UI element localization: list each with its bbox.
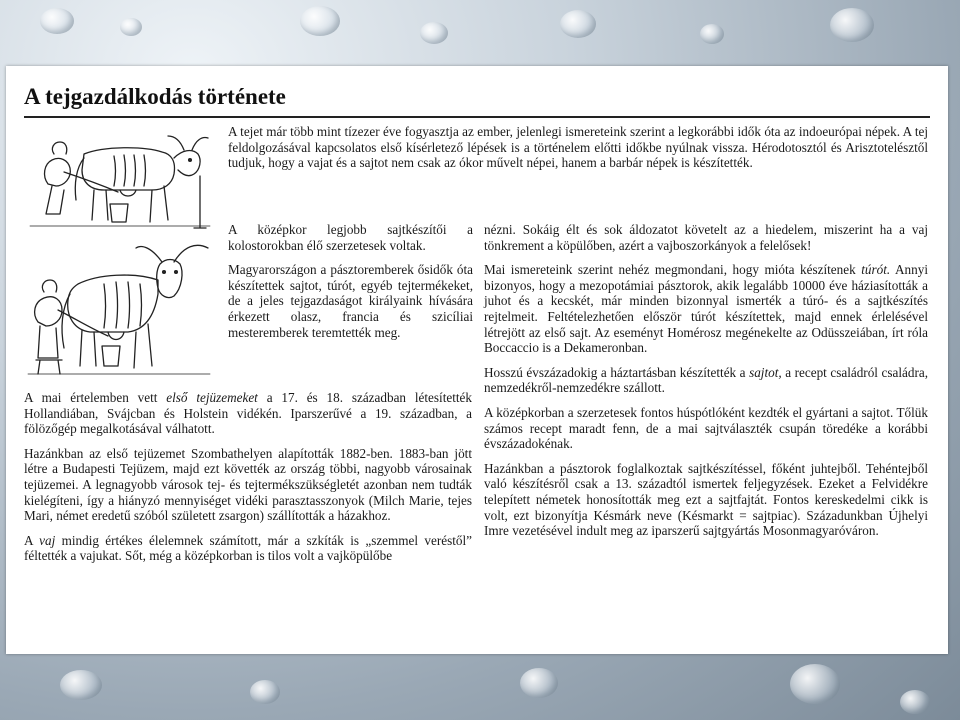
intro-paragraph: A tejet már több mint tízezer éve fogyasztja az ember, jelenlegi ismereteink szerint a legkorábbi idők óta az indoeurópai népek. A tej feldolgozásával kapcsolatos első kísérletező lépések is a történelem előtti időkbe nyúlnak vissza. Hérodotosztól és Arisztotelésztől tudjuk, hogy a vajat és a sajtot nem csak az ókor művelt népei, hanem a barbár népek is készítették. xyxy=(228,124,928,171)
paragraph-butter xyxy=(24,533,472,564)
emphasis-text: első tejüzemeket xyxy=(166,390,258,405)
milking-cow-illustration xyxy=(24,124,214,232)
text-run: a recept családról családra, nemzedékről-nemzedékre szállott. xyxy=(484,364,928,396)
bubble-decoration xyxy=(900,690,930,714)
bubble-decoration xyxy=(560,10,596,38)
title-rule xyxy=(24,116,930,118)
text-run: mindig értékes élelemnek számított, már a szkíták is „szemmel veréstől” féltették a vajukat. Sőt, még a középkorban is tilos volt a vajköpülőbe xyxy=(24,532,472,564)
text-run: a 17. és 18. században létesítették Hollandiában, Svájcban és Holstein vidékén. Iparszerűvé a 19. században, a fölözőgép megalkotásával válhatott. xyxy=(24,390,472,437)
document-page xyxy=(6,66,948,654)
page-title: A tejgazdálkodás története xyxy=(24,84,286,109)
paragraph-szombathely: Hazánkban az első tejüzemet Szombathelyen alapították 1882-ben. 1883-ban jött létre a Budapesti Tejüzem, majd ezt követték az ország többi, nagyobb városainak tejüzemei. A legnagyobb városok tej- és tejtermékszükségletét azonban nem tudták kielégíteni, így a hiányzó mennyiséget vidéki parasztasszonyok (Milch Marie, tejes Mari, német eredetű szóból született zsargon) szállították a házakhoz. xyxy=(24,445,472,524)
paragraph-butter-witches: nézni. Sokáig élt és sok áldozatot követelt az a hiedelem, miszerint ha a vaj tönkrement a köpülőben, azért a vajboszorkányok a felelősek! xyxy=(484,222,928,253)
emphasis-text: vaj xyxy=(39,532,56,548)
longhorn-cow-milking-illustration xyxy=(24,238,214,378)
paragraph-curd xyxy=(484,262,928,356)
bubble-decoration xyxy=(250,680,280,704)
text-run: A xyxy=(24,532,40,548)
paragraph-hungarian-cheese: Hazánkban a pásztorok foglalkoztak sajtkészítéssel, főként juhtejből. Tehéntejből való készítésről csak a 13. századtól ismertek feljegyzések. Ezeket a Felvidékre telepített németek honosították meg ezt a sajtfajtát. Fontos kereskedelmi cikk is volt, ezt bizonyítja Késmárk neve (Késmarkt = sajtpiac). Századunkban Újhelyi Imre vezetésével indult meg az iparszerű sajtgyártás Mosonmagyaróváron. xyxy=(484,460,928,539)
bubble-decoration xyxy=(120,18,142,36)
left-column-top xyxy=(228,222,473,349)
bubble-decoration xyxy=(300,6,340,36)
paragraph-monks: A középkor legjobb sajtkészítői a kolostorokban élő szerzetesek voltak. xyxy=(228,222,473,253)
bubble-decoration xyxy=(790,664,840,704)
text-run: Hosszú évszázadokig a háztartásban készítették a xyxy=(484,364,750,380)
text-run: Annyi bizonyos, hogy a mezopotámiai pásztorok, akik legalább 10000 éve háziasították a juhot és a kecskét, már minden bizonnyal ismerték a túró- és a sajtkészítés rejtelmeit. Feltételezhetően először túrót készítettek, majd ennek érlelésével létrejött az első sajt. Az eseményt Homérosz megénekelte az Odüsszeiában, írt róla Boccaccio is a Dekameronban. xyxy=(484,262,928,356)
text-run: A mai értelemben vett xyxy=(24,390,167,405)
emphasis-text: sajtot, xyxy=(749,364,782,380)
paragraph-household-cheese xyxy=(484,365,928,396)
bubble-decoration xyxy=(520,668,558,698)
bubble-decoration xyxy=(830,8,874,42)
paragraph-medieval-monks: A középkorban a szerzetesek fontos húspótlóként kezdték el gyártani a sajtot. Tőlük számos recept maradt fenn, de a mai sajtválaszték csupán töredéke a korábbi évszázadokénak. xyxy=(484,404,928,452)
right-column xyxy=(484,222,928,548)
bubble-decoration xyxy=(420,22,448,44)
text-run: Mai ismereteink szerint nehéz megmondani, hogy mióta készítenek xyxy=(484,262,862,278)
emphasis-text: túrót. xyxy=(861,262,891,278)
bubble-decoration xyxy=(700,24,724,44)
left-column-bottom xyxy=(24,390,472,573)
bubble-decoration xyxy=(60,670,102,700)
paragraph-shepherds: Magyarországon a pásztoremberek ősidők óta készítettek sajtot, túrót, egyéb tejtermékeket, de a jeles tejgazdaságot királyaink hívására érkezett olasz, francia és szicíliai mesteremberek teremtették meg. xyxy=(228,262,473,340)
intro-section xyxy=(228,124,928,180)
bubble-decoration xyxy=(40,8,74,34)
paragraph-first-dairies xyxy=(24,390,472,437)
